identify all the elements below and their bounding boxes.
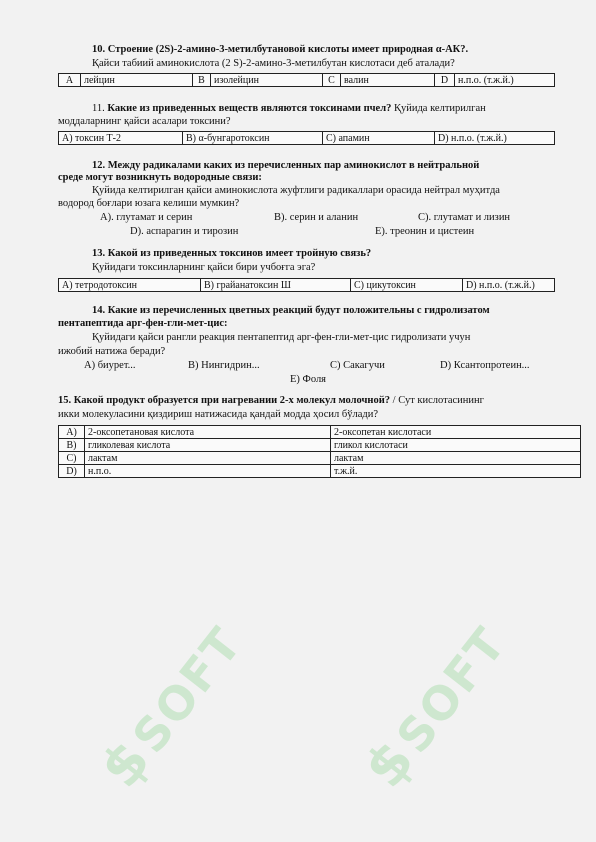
option-a[interactable]: A) тетродотоксин [59,279,201,292]
option-text-ru: лактам [85,452,331,465]
option-c[interactable]: валин [341,74,435,87]
question-15-translation: икки молекуласини қиздириш натижасида қандай модда ҳосил бўлади? [58,409,378,420]
question-text: Какие из приведенных веществ являются токсинами пчел? [107,103,392,114]
option-b[interactable]: B). серин и аланин [274,212,359,223]
option-letter: C) [59,452,85,465]
option-a[interactable]: A). глутамат и серин [100,212,193,223]
option-a[interactable]: А) биурет... [84,360,136,371]
options-row [59,74,555,87]
question-text: 15. Какой продукт образуется при нагревании 2-х молекул молочной? [58,395,391,406]
question-number: 11. [92,103,105,114]
question-10-translation: Қайси табиий аминокислота (2 S)-2-амино-3-метилбутан кислотаси деб аталади? [92,58,455,69]
option-c[interactable]: C). глутамат и лизин [418,212,511,223]
option-d[interactable]: D). аспарагин и тирозин [130,226,239,237]
question-14-title-cont: пентапептида арг-фен-гли-мет-цис: [58,318,228,329]
option-a[interactable]: лейцин [81,74,193,87]
question-13-options [58,278,555,292]
option-letter: B [193,74,211,87]
option-letter: D) [59,465,85,478]
option-b[interactable]: изолейцин [211,74,323,87]
question-15-options [58,425,581,478]
question-13-title: 13. Какой из приведенных токсинов имеет тройную связь? [92,248,372,259]
option-b[interactable]: В) Нингидрин... [188,360,260,371]
option-a[interactable]: A) токсин Т-2 [59,132,183,145]
option-text-ru: н.п.о. [85,465,331,478]
option-text-uz: 2-оксопетан кислотаси [331,426,581,439]
question-14-title: 14. Какие из перечисленных цветных реакций будут положительны с гидролизатом [92,305,490,316]
question-11-options [58,131,555,145]
question-14-translation-cont: ижобий натижа беради? [58,346,166,357]
option-e[interactable]: E). треонин и цистеин [375,226,475,237]
question-12-title: 12. Между радикалами каких из перечисленных пар аминокислот в нейтральной [92,160,480,171]
option-letter: A [59,74,81,87]
question-14-translation: Қуйидаги қайси рангли реакция пентапептид арг-фен-гли-мет-цис гидролизати учун [92,332,471,343]
option-c[interactable]: С) Сакагучи [330,360,385,371]
option-row-d[interactable] [59,465,581,478]
option-d[interactable]: D) н.п.о. (т.ж.й.) [463,279,555,292]
option-letter: D [435,74,455,87]
option-text-ru: 2-оксопетановая кислота [85,426,331,439]
question-translation: / Сут кислотасининг [392,395,484,406]
option-d[interactable]: D) н.п.о. (т.ж.й.) [435,132,555,145]
question-15-title [58,395,484,407]
watermark-logo: $SOFT [88,616,253,801]
option-c[interactable]: C) апамин [323,132,435,145]
option-letter: A) [59,426,85,439]
question-11-title [92,103,486,115]
option-letter: B) [59,439,85,452]
option-row-c[interactable] [59,452,581,465]
option-b[interactable]: B) α-бунгаротоксин [183,132,323,145]
question-12-title-cont: среде могут возникнуть водородные связи: [58,172,262,183]
question-10-options [58,73,555,87]
option-b[interactable]: B) грайанатоксин Ш [201,279,351,292]
options-row [59,279,555,292]
option-text-uz: т.ж.й. [331,465,581,478]
options-row [59,132,555,145]
question-12-translation: Қуйида келтирилган қайси аминокислота жуфтлиги радикаллари орасида нейтрал муҳитда [92,185,500,196]
option-e[interactable]: Е) Фоля [290,374,327,385]
option-c[interactable]: C) цикутоксин [351,279,463,292]
option-letter: C [323,74,341,87]
question-12-translation-cont: водород боғлари юзага келиши мумкин? [58,198,240,209]
question-translation: Қуйида келтирилган [393,103,486,114]
option-d[interactable]: н.п.о. (т.ж.й.) [455,74,555,87]
watermark-logo: $SOFT [352,616,517,801]
question-10-title: 10. Строение (2S)-2-амино-3-метилбутановой кислоты имеет природная α-АК?. [92,44,469,55]
question-11-translation: моддаларнинг қайси асалари токсини? [58,116,231,127]
question-13-translation: Қуйидаги токсинларнинг қайси бири учбоғга эга? [92,262,316,273]
option-d[interactable]: D) Ксантопротеин... [440,360,530,371]
option-text-uz: гликол кислотаси [331,439,581,452]
option-row-b[interactable] [59,439,581,452]
option-row-a[interactable] [59,426,581,439]
option-text-ru: гликолевая кислота [85,439,331,452]
option-text-uz: лактам [331,452,581,465]
